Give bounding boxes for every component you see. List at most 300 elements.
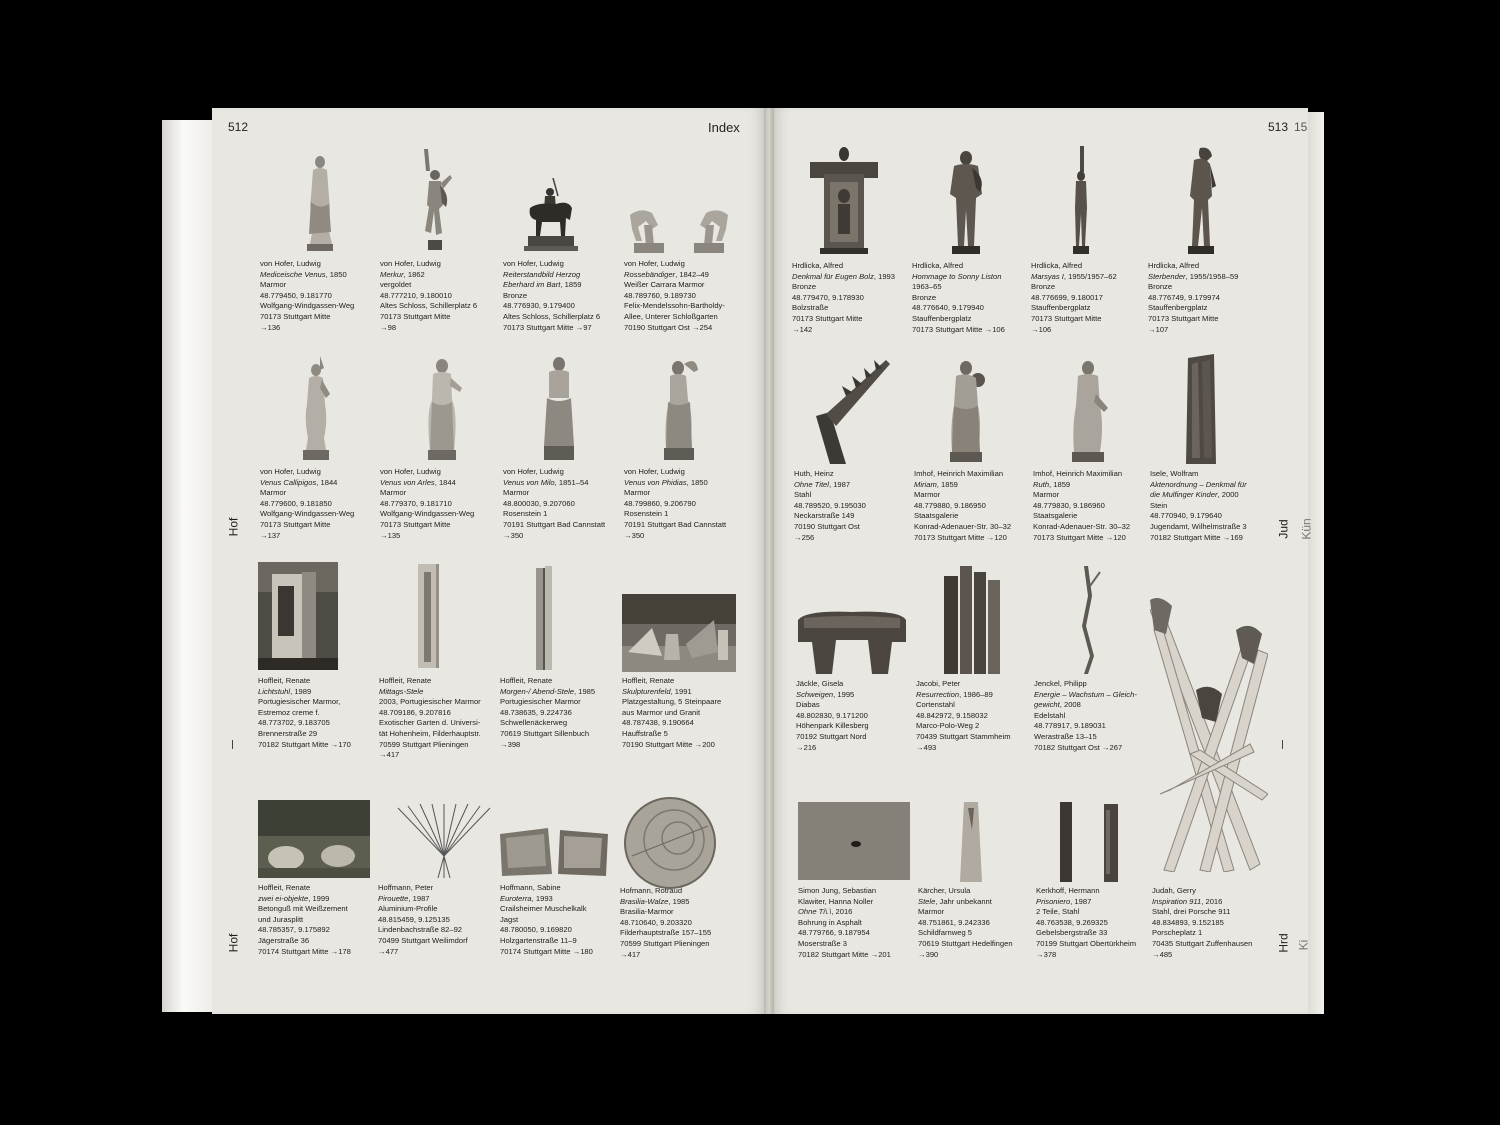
work-city: 70435 Stuttgart Zuffenhausen xyxy=(1152,938,1253,948)
index-entry xyxy=(914,469,1036,543)
index-entry xyxy=(260,467,382,541)
work-title-cont: Eberhard im Bart xyxy=(503,280,561,290)
artist-name: von Hofer, Ludwig xyxy=(503,467,564,476)
left-page-block-edge xyxy=(162,120,214,1012)
sculpture-photo-merkur xyxy=(410,145,460,252)
work-address-cont: Konrad-Adenauer-Str. 30–32 xyxy=(914,521,1012,531)
index-entry xyxy=(500,676,622,750)
artist-name: von Hofer, Ludwig xyxy=(503,259,564,268)
work-title: Mittags-Stele xyxy=(379,686,424,696)
work-address: Stauffenbergplatz xyxy=(1031,303,1091,313)
index-entry xyxy=(1036,886,1158,960)
work-title: Venus von Arles xyxy=(380,477,435,487)
work-address: Rosenstein 1 xyxy=(503,509,548,519)
sculpture-photo-brasilia-walze xyxy=(622,796,718,890)
work-material: Marmor xyxy=(380,488,407,498)
work-year: , 2008 xyxy=(1059,700,1081,710)
artist-name: von Hofer, Ludwig xyxy=(380,259,441,268)
index-entry xyxy=(1150,469,1272,543)
work-address-cont: Konrad-Adenauer-Str. 30–32 xyxy=(1033,521,1131,531)
sculpture-photo-aktenordnung xyxy=(1184,354,1218,466)
work-city: 70182 Stuttgart Mitte →170 xyxy=(258,739,351,749)
work-year: , 1985 xyxy=(574,686,596,696)
work-coordinates: 48.776640, 9.179940 xyxy=(912,303,984,313)
artist-name: Kärcher, Ursula xyxy=(918,886,971,895)
work-city: 70619 Stuttgart Hedelfingen xyxy=(918,938,1013,948)
artist-name: von Hofer, Ludwig xyxy=(624,467,685,476)
work-address: Lindenbachstraße 82–92 xyxy=(378,925,463,935)
work-material-cont: Jagst xyxy=(500,914,519,924)
work-address: Filderhauptstraße 157–155 xyxy=(620,928,712,938)
sculpture-photo-stele-kaercher xyxy=(958,800,984,884)
edge-tab-ki: Ki xyxy=(1296,939,1311,951)
artist-name: Hrdlicka, Alfred xyxy=(1031,261,1083,270)
page-reference: →398 xyxy=(500,739,521,749)
work-city: 70182 Stuttgart Mitte →201 xyxy=(798,949,891,959)
work-material-cont: aus Marmor und Granit xyxy=(622,707,701,717)
work-material: 2 Teile, Stahl xyxy=(1036,907,1080,917)
sculpture-photo-ruth xyxy=(1066,356,1114,464)
work-year: , 1989 xyxy=(290,686,312,696)
index-entry xyxy=(500,883,622,957)
artist-name: Imhof, Heinrich Maximilian xyxy=(914,469,1004,478)
page-reference: →493 xyxy=(916,742,937,752)
sculpture-photo-schweigen xyxy=(796,606,908,676)
artist-name: von Hofer, Ludwig xyxy=(380,467,441,476)
work-title: Schweigen xyxy=(796,689,834,699)
sculpture-photo-inspiration-911 xyxy=(1150,594,1268,872)
sculpture-photo-ohne-titel-huth xyxy=(806,356,890,464)
work-material: Crailsheimer Muschelkalk xyxy=(500,904,587,914)
sculpture-photo-venus-callipigos xyxy=(294,354,338,462)
work-city: 70173 Stuttgart Mitte xyxy=(1148,313,1219,323)
work-city: 70190 Stuttgart Ost →254 xyxy=(624,322,713,332)
work-coordinates: 48.779830, 9.186960 xyxy=(1033,500,1105,510)
work-coordinates: 48.787438, 9.190664 xyxy=(622,718,694,728)
work-city: 70173 Stuttgart Mitte xyxy=(1031,313,1102,323)
work-address: Wolfgang-Windgassen-Weg xyxy=(260,509,355,519)
work-address: Staatsgalerie xyxy=(914,511,959,521)
artist-name: Hoffmann, Peter xyxy=(378,883,434,892)
page-reference: →417 xyxy=(620,949,641,959)
work-coordinates: 48.842972, 9.158032 xyxy=(916,710,988,720)
work-material: Marmor xyxy=(1033,490,1060,500)
work-title: Morgen-/ Abend-Stele xyxy=(500,686,575,696)
work-material: Portugiesischer Marmor xyxy=(500,697,581,707)
index-entry xyxy=(916,679,1038,753)
artist-name: Huth, Heinz xyxy=(794,469,834,478)
page-reference: →350 xyxy=(624,530,645,540)
work-address-cont: tät Hohenheim, Filderhauptstr. xyxy=(379,728,481,738)
sculpture-photo-denkmal-eugen-bolz xyxy=(806,146,882,256)
work-city: 70191 Stuttgart Bad Cannstatt xyxy=(624,519,727,529)
page-reference: →485 xyxy=(1152,949,1173,959)
work-city: 70173 Stuttgart Mitte xyxy=(380,311,451,321)
work-city: 70174 Stuttgart Mitte →180 xyxy=(500,946,593,956)
work-title: Venus von Milo xyxy=(503,477,555,487)
work-material-cont: Estremoz creme f. xyxy=(258,707,320,717)
page-reference: →350 xyxy=(503,530,524,540)
work-year: , 1842–49 xyxy=(675,269,709,279)
artist-name: von Hofer, Ludwig xyxy=(624,259,685,268)
page-reference: →390 xyxy=(918,949,939,959)
left-tab-hof-top: Hof xyxy=(226,517,241,537)
work-title: Rossebändiger xyxy=(624,269,676,279)
work-city: 70173 Stuttgart Mitte xyxy=(792,313,863,323)
work-title: Hommage to Sonny Liston xyxy=(912,271,1002,281)
page-reference: →378 xyxy=(1036,949,1057,959)
work-city: 70599 Stuttgart Plieningen xyxy=(620,938,710,948)
work-address: Marco-Polo-Weg 2 xyxy=(916,721,980,731)
index-entry xyxy=(918,886,1040,960)
work-year: , 1993 xyxy=(873,271,896,281)
sculpture-photo-morgen-abend-stele xyxy=(534,566,554,672)
page-reference: →106 xyxy=(1031,324,1052,334)
page-reference: →98 xyxy=(380,322,397,332)
sculpture-photo-energie-wachstum xyxy=(1072,566,1104,674)
work-title: Merkur xyxy=(380,269,404,279)
right-edge-page-number: 15 xyxy=(1294,120,1308,134)
sculpture-photo-rossebaendiger xyxy=(622,205,736,255)
work-city: 70173 Stuttgart Mitte →120 xyxy=(914,532,1007,542)
edge-tab-kun: Kün xyxy=(1299,518,1314,540)
sculpture-photo-venus-von-arles xyxy=(418,354,466,462)
work-year: , 1850 xyxy=(325,269,347,279)
page-reference: →477 xyxy=(378,946,399,956)
work-title: Sterbender xyxy=(1148,271,1186,281)
work-year: , 1991 xyxy=(670,686,692,696)
work-year: , 2016 xyxy=(1201,896,1223,906)
index-entry xyxy=(380,467,502,541)
work-title: Denkmal für Eugen Bolz xyxy=(792,271,874,281)
work-material: Marmor xyxy=(503,488,530,498)
sculpture-photo-zwei-ei-objekte xyxy=(258,800,370,878)
page-reference: →107 xyxy=(1148,324,1169,334)
work-year: , 1859 xyxy=(560,280,582,290)
artist-name: von Hofer, Ludwig xyxy=(260,467,321,476)
sculpture-photo-sterbender xyxy=(1180,146,1220,256)
work-coordinates: 48.776930, 9.179400 xyxy=(503,301,575,311)
index-entry xyxy=(1034,679,1156,753)
index-entry xyxy=(503,467,625,541)
work-coordinates: 48.776749, 9.179974 xyxy=(1148,292,1220,302)
work-city: 70174 Stuttgart Mitte →178 xyxy=(258,946,351,956)
page-reference: →256 xyxy=(794,532,815,542)
work-year: , 2000 xyxy=(1217,490,1239,500)
work-title: Skulpturenfeld xyxy=(622,686,671,696)
work-material-cont: Bronze xyxy=(912,292,937,302)
work-coordinates: 48.834893, 9.152185 xyxy=(1152,917,1224,927)
index-entry xyxy=(1152,886,1274,960)
work-material: Cortenstahl xyxy=(916,700,955,710)
work-coordinates: 48.773702, 9.183705 xyxy=(258,718,330,728)
index-entry xyxy=(794,469,916,543)
work-city: 70182 Stuttgart Ost →267 xyxy=(1034,742,1123,752)
work-material: vergoldet xyxy=(380,280,412,290)
index-entry xyxy=(258,676,380,750)
work-coordinates: 48.738635, 9.224736 xyxy=(500,707,572,717)
work-coordinates: 48.780050, 9.169820 xyxy=(500,925,572,935)
work-coordinates: 48.779880, 9.186950 xyxy=(914,500,986,510)
work-coordinates: 48.779766, 9.187954 xyxy=(798,928,870,938)
artist-name: Hoffleit, Renate xyxy=(500,676,553,685)
sculpture-photo-skulpturenfeld xyxy=(622,594,736,672)
book-gutter xyxy=(764,108,774,1014)
work-city: 70173 Stuttgart Mitte xyxy=(260,519,331,529)
artist-name: Kerkhoff, Hermann xyxy=(1036,886,1100,895)
page-reference: →136 xyxy=(260,322,281,332)
work-material: Portugiesischer Marmor, xyxy=(258,697,341,707)
index-entry xyxy=(1033,469,1155,543)
work-material: Aluminium-Profile xyxy=(378,904,438,914)
work-city: 70499 Stuttgart Weilimdorf xyxy=(378,935,468,945)
right-page-block-edge xyxy=(1306,112,1324,1014)
work-coordinates: 48.776699, 9.180017 xyxy=(1031,292,1103,302)
artist-name: Jacobi, Peter xyxy=(916,679,961,688)
index-entry xyxy=(503,259,625,333)
artist-name: Imhof, Heinrich Maximilian xyxy=(1033,469,1123,478)
running-head: Index xyxy=(708,120,740,135)
work-title: Pirouette xyxy=(378,893,409,903)
work-material: 2003, Portugiesischer Marmor xyxy=(379,697,481,707)
sculpture-photo-venus-von-milo xyxy=(536,354,582,462)
work-address: Stauffenbergplatz xyxy=(1148,303,1208,313)
work-coordinates: 48.770940, 9.179640 xyxy=(1150,511,1222,521)
work-city: 70192 Stuttgart Nord xyxy=(796,731,867,741)
work-title: Ruth xyxy=(1033,479,1050,489)
work-coordinates: 48.779450, 9.181770 xyxy=(260,290,332,300)
work-address: Stauffenbergplatz xyxy=(912,313,972,323)
work-address: Wolfgang-Windgassen-Weg xyxy=(380,509,475,519)
work-address: Moserstraße 3 xyxy=(798,938,847,948)
work-city: 70190 Stuttgart Mitte →200 xyxy=(622,739,715,749)
work-material: Marmor xyxy=(914,490,941,500)
work-material: Weißer Carrara Marmor xyxy=(624,280,705,290)
work-material: Bronze xyxy=(792,282,817,292)
work-coordinates: 48.802830, 9.171200 xyxy=(796,710,868,720)
index-entry xyxy=(622,676,744,750)
artist-name: Jäckle, Gisela xyxy=(796,679,844,688)
work-coordinates: 48.799860, 9.206790 xyxy=(624,498,696,508)
index-entry xyxy=(379,676,501,761)
left-page-number: 512 xyxy=(228,120,249,134)
work-coordinates: 48.779600, 9.181850 xyxy=(260,498,332,508)
work-city: 70182 Stuttgart Mitte →169 xyxy=(1150,532,1243,542)
sculpture-photo-reiterstandbild xyxy=(518,178,582,252)
work-title: Lichtstuhl xyxy=(258,686,291,696)
work-coordinates: 48.777210, 9.180010 xyxy=(380,290,452,300)
work-year: , 1987 xyxy=(828,479,851,489)
work-address: Rosenstein 1 xyxy=(624,509,669,519)
artist-name: Hofmann, Rotraud xyxy=(620,886,683,895)
work-title: Stele xyxy=(918,896,936,906)
work-title-cont: die Mulfinger Kinder xyxy=(1150,490,1218,500)
work-address: Porscheplatz 1 xyxy=(1152,928,1203,938)
work-title: Mediceische Venus xyxy=(260,269,326,279)
sculpture-photo-euroterra xyxy=(498,826,612,878)
work-material: Edelstahl xyxy=(1034,710,1066,720)
work-address: Gebelsbergstraße 33 xyxy=(1036,928,1108,938)
work-year: , 1987 xyxy=(408,893,430,903)
artist-name: Hrdlicka, Alfred xyxy=(912,261,964,270)
sculpture-photo-miriam xyxy=(942,356,992,464)
work-title: Marsyas I xyxy=(1031,271,1064,281)
index-entry xyxy=(260,259,382,333)
work-coordinates: 48.779370, 9.181710 xyxy=(380,498,452,508)
work-coordinates: 48.815459, 9.125135 xyxy=(378,914,450,924)
artist-name: Hoffleit, Renate xyxy=(379,676,432,685)
right-page-number: 513 xyxy=(1268,120,1289,134)
work-address: Werastraße 13–15 xyxy=(1034,731,1097,741)
work-address: Staatsgalerie xyxy=(1033,511,1078,521)
work-material: Bronze xyxy=(1031,282,1056,292)
sculpture-photo-marsyas xyxy=(1066,146,1096,256)
work-title: Venus Callipigos xyxy=(260,477,317,487)
work-title: Venus von Phidias xyxy=(624,477,687,487)
work-material: Marmor xyxy=(624,488,651,498)
index-entry xyxy=(624,467,746,541)
work-city: 70439 Stuttgart Stammheim xyxy=(916,731,1011,741)
work-city: 70173 Stuttgart Mitte xyxy=(260,311,331,321)
index-entry xyxy=(380,259,502,333)
artist-name: von Hofer, Ludwig xyxy=(260,259,321,268)
artist-name: Hrdlicka, Alfred xyxy=(792,261,844,270)
work-city: 70599 Stuttgart Plieningen xyxy=(379,739,469,749)
work-material: Marmor xyxy=(260,488,287,498)
artist-name: Hoffmann, Sabine xyxy=(500,883,561,892)
work-address: Exotischer Garten d. Universi- xyxy=(379,718,481,728)
work-city: 70173 Stuttgart Mitte xyxy=(380,519,451,529)
work-material: Marmor xyxy=(918,907,945,917)
work-coordinates: 48.785357, 9.175892 xyxy=(258,925,330,935)
work-year: , 1993 xyxy=(531,893,553,903)
artist-name: Simon Jung, Sebastian xyxy=(798,886,877,895)
work-year: , 1844 xyxy=(316,477,338,487)
work-city: 70199 Stuttgart Obertürkheim xyxy=(1036,938,1137,948)
index-entry xyxy=(624,259,746,333)
index-entry xyxy=(796,679,918,753)
work-address: Altes Schloss, Schillerplatz 6 xyxy=(503,311,601,321)
work-address: Felix-Mendelssohn-Bartholdy- xyxy=(624,301,725,311)
work-address: Altes Schloss, Schillerplatz 6 xyxy=(380,301,478,311)
work-year: , 1955/1958–59 xyxy=(1185,271,1239,281)
work-city: 70173 Stuttgart Mitte →120 xyxy=(1033,532,1126,542)
artist-name: Jenckel, Philipp xyxy=(1034,679,1087,688)
index-entry xyxy=(1148,261,1270,335)
work-year: , 1986–89 xyxy=(959,689,993,699)
work-year: , 1987 xyxy=(1070,896,1092,906)
work-title: Aktenordnung – Denkmal für xyxy=(1150,479,1247,489)
work-coordinates: 48.778917, 9.189031 xyxy=(1034,721,1106,731)
work-material: 1963–65 xyxy=(912,282,942,292)
work-coordinates: 48.710640, 9.203320 xyxy=(620,917,692,927)
work-title: Resurrection xyxy=(916,689,960,699)
right-tab-jud: Jud xyxy=(1276,519,1291,539)
work-year: , 2016 xyxy=(831,907,853,917)
sculpture-photo-lichtstuhl xyxy=(258,562,338,670)
page-reference: →417 xyxy=(379,750,400,760)
sculpture-photo-resurrection xyxy=(940,566,1002,676)
work-material: Stahl xyxy=(794,490,812,500)
work-year: , 1859 xyxy=(936,479,958,489)
right-tab-tick xyxy=(1282,740,1283,749)
work-title: Reiterstandbild Herzog xyxy=(503,269,581,279)
work-address: Holzgartenstraße 11–9 xyxy=(500,935,577,945)
work-coordinates: 48.789520, 9.195030 xyxy=(794,500,866,510)
work-material: Bronze xyxy=(1148,282,1173,292)
work-address: Neckarstraße 149 xyxy=(794,511,855,521)
work-title: zwei ei-objekte xyxy=(258,893,309,903)
work-title: Miriam xyxy=(914,479,937,489)
work-title: Ohne Titel xyxy=(794,479,829,489)
left-tab-hof-bottom: Hof xyxy=(226,933,241,953)
sculpture-photo-venus-von-phidias xyxy=(656,356,704,462)
index-entry xyxy=(620,886,742,960)
work-coordinates: 48.779470, 9.178930 xyxy=(792,292,864,302)
artist-name-cont: Klawiter, Hanna Noller xyxy=(798,896,874,906)
artist-name: Isele, Wolfram xyxy=(1150,469,1199,478)
page-reference: →137 xyxy=(260,530,281,540)
work-material: Betonguß mit Weißzement xyxy=(258,904,348,914)
artist-name: Hoffleit, Renate xyxy=(258,676,311,685)
work-address: Hauffstraße 5 xyxy=(622,728,668,738)
index-entry xyxy=(1031,261,1153,335)
work-title: Ohne Ti\.\ xyxy=(798,907,832,917)
index-entry xyxy=(258,883,380,957)
work-title: Energie – Wachstum – Gleich- xyxy=(1034,689,1137,699)
work-city: 70173 Stuttgart Mitte →106 xyxy=(912,324,1005,334)
work-year: , 1995 xyxy=(833,689,855,699)
work-coordinates: 48.709186, 9.207816 xyxy=(379,707,451,717)
work-address: Jugendamt, Wilhelmstraße 3 xyxy=(1150,521,1247,531)
page-reference: →142 xyxy=(792,324,813,334)
work-year: , 1985 xyxy=(668,896,690,906)
work-material: Platzgestaltung, 5 Steinpaare xyxy=(622,697,722,707)
work-year: , Jahr unbekannt xyxy=(935,896,992,906)
sculpture-photo-ohne-titel-bohrung xyxy=(798,802,910,880)
work-material: Stein xyxy=(1150,500,1168,510)
work-title: Prisoniero xyxy=(1036,896,1071,906)
sculpture-photo-mittags-stele xyxy=(412,562,444,672)
index-entry xyxy=(378,883,500,957)
index-entry xyxy=(798,886,920,960)
work-title: Brasilia-Walze xyxy=(620,896,669,906)
work-coordinates: 48.763538, 9.269325 xyxy=(1036,917,1108,927)
index-entry xyxy=(912,261,1034,335)
page-reference: →135 xyxy=(380,530,401,540)
sculpture-photo-prisoniero xyxy=(1056,800,1126,884)
work-title: Euroterra xyxy=(500,893,532,903)
work-address: Bolzstraße xyxy=(792,303,829,313)
page-reference: →216 xyxy=(796,742,817,752)
work-material-cont: und Jurasplitt xyxy=(258,914,304,924)
work-city: 70190 Stuttgart Ost xyxy=(794,521,860,531)
work-city: 70619 Stuttgart Sillenbuch xyxy=(500,728,590,738)
artist-name: Hoffleit, Renate xyxy=(622,676,675,685)
work-material: Brasilia-Marmor xyxy=(620,907,674,917)
work-year: , 1955/1957–62 xyxy=(1063,271,1117,281)
sculpture-photo-hommage-sonny-liston xyxy=(942,148,990,256)
work-address: Jägerstraße 36 xyxy=(258,935,310,945)
work-year: , 1851–54 xyxy=(554,477,589,487)
work-address: Höhenpark Killesberg xyxy=(796,721,869,731)
left-tab-tick xyxy=(232,740,233,749)
artist-name: Judah, Gerry xyxy=(1152,886,1196,895)
work-material: Stahl, drei Porsche 911 xyxy=(1152,907,1231,917)
work-coordinates: 48.789760, 9.189730 xyxy=(624,290,696,300)
work-coordinates: 48.800030, 9.207060 xyxy=(503,498,575,508)
work-year: , 1999 xyxy=(308,893,330,903)
